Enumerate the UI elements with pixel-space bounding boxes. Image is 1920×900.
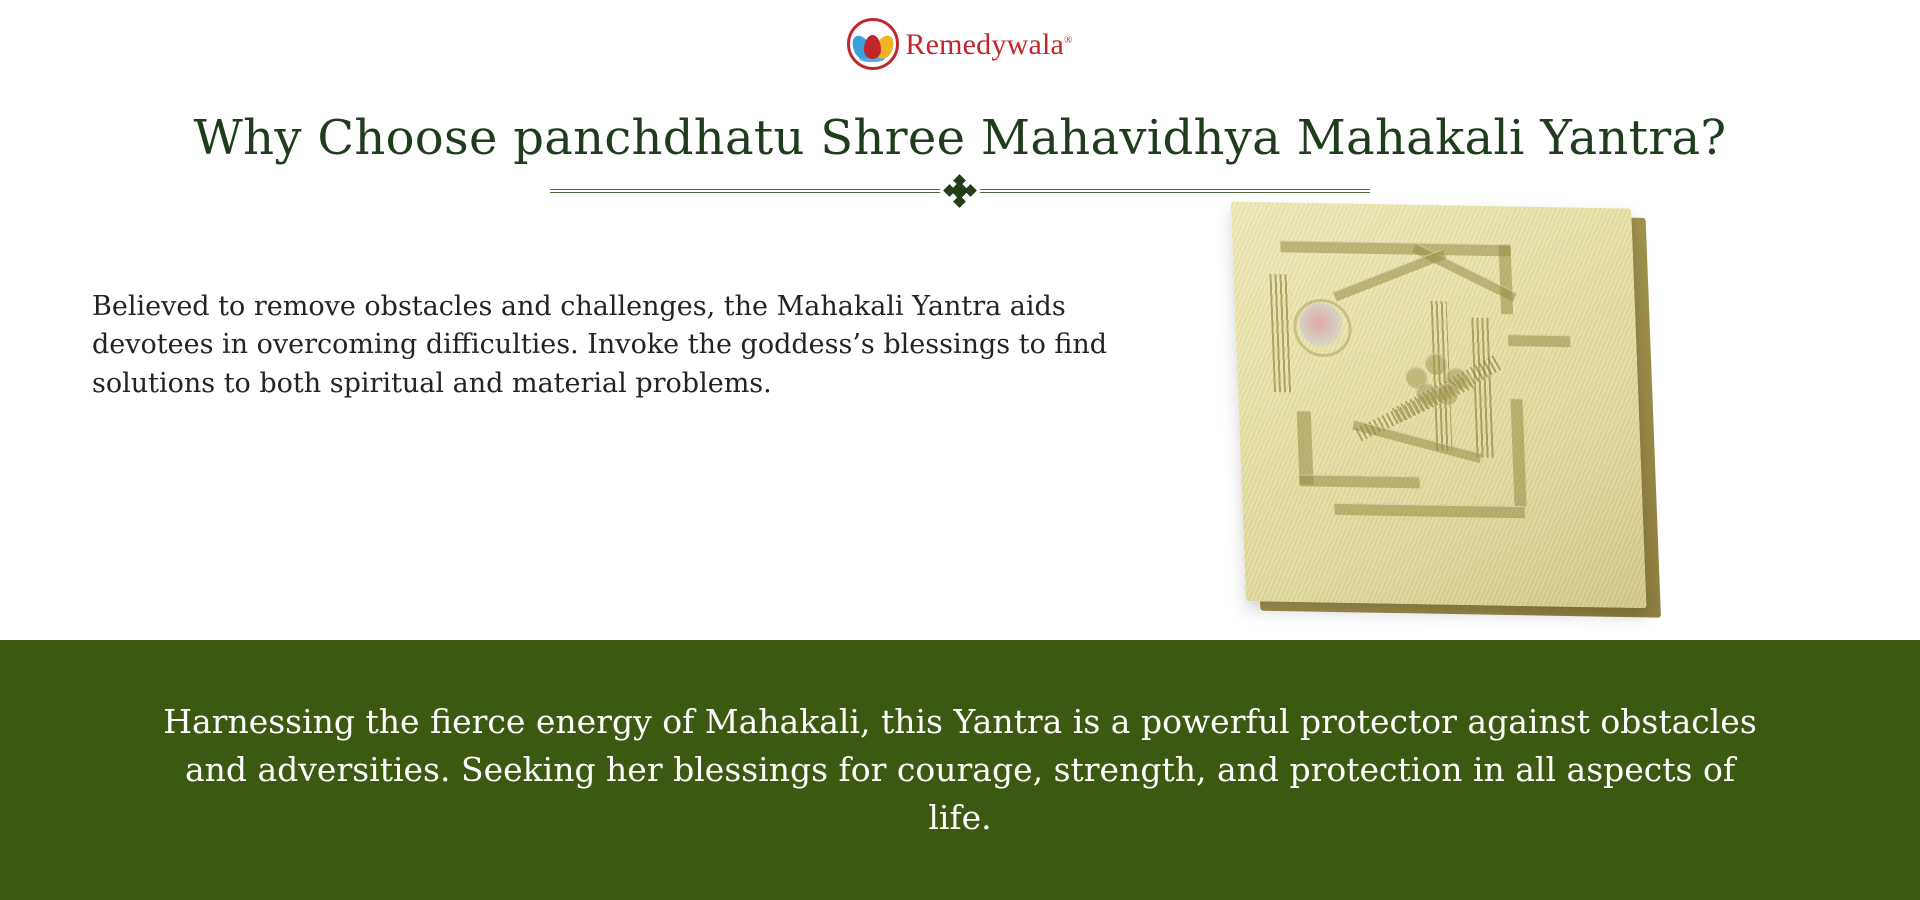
divider bbox=[550, 178, 1370, 204]
page-title: Why Choose panchdhatu Shree Mahavidhya Mahakali Yantra? bbox=[193, 110, 1727, 166]
lotus-flame-logo-icon bbox=[847, 18, 899, 70]
brand-trademark: ® bbox=[1064, 34, 1073, 46]
product-image bbox=[1215, 205, 1655, 625]
divider-rule-right bbox=[980, 189, 1370, 193]
footer-band bbox=[0, 640, 1920, 900]
brand-logo bbox=[0, 18, 1920, 70]
divider-rule-left bbox=[550, 189, 940, 193]
brand-name-text: Remedywala bbox=[905, 28, 1065, 61]
brand-name bbox=[905, 28, 1072, 62]
diamond-ornament-icon bbox=[945, 178, 975, 204]
description-paragraph: Believed to remove obstacles and challenges, the Mahakali Yantra aids devotees in overcoming difficulties. Invoke the goddess’s blessings to find solutions to both spiritual and material problems. bbox=[92, 291, 1108, 399]
yantra-plate bbox=[1231, 202, 1647, 609]
lotus-engraving bbox=[1405, 352, 1469, 405]
footer-text: Harnessing the fierce energy of Mahakali, this Yantra is a powerful protector against obstacles and adversities. Seeking her blessings for courage, strength, and protection in all aspects of life. bbox=[163, 702, 1757, 837]
